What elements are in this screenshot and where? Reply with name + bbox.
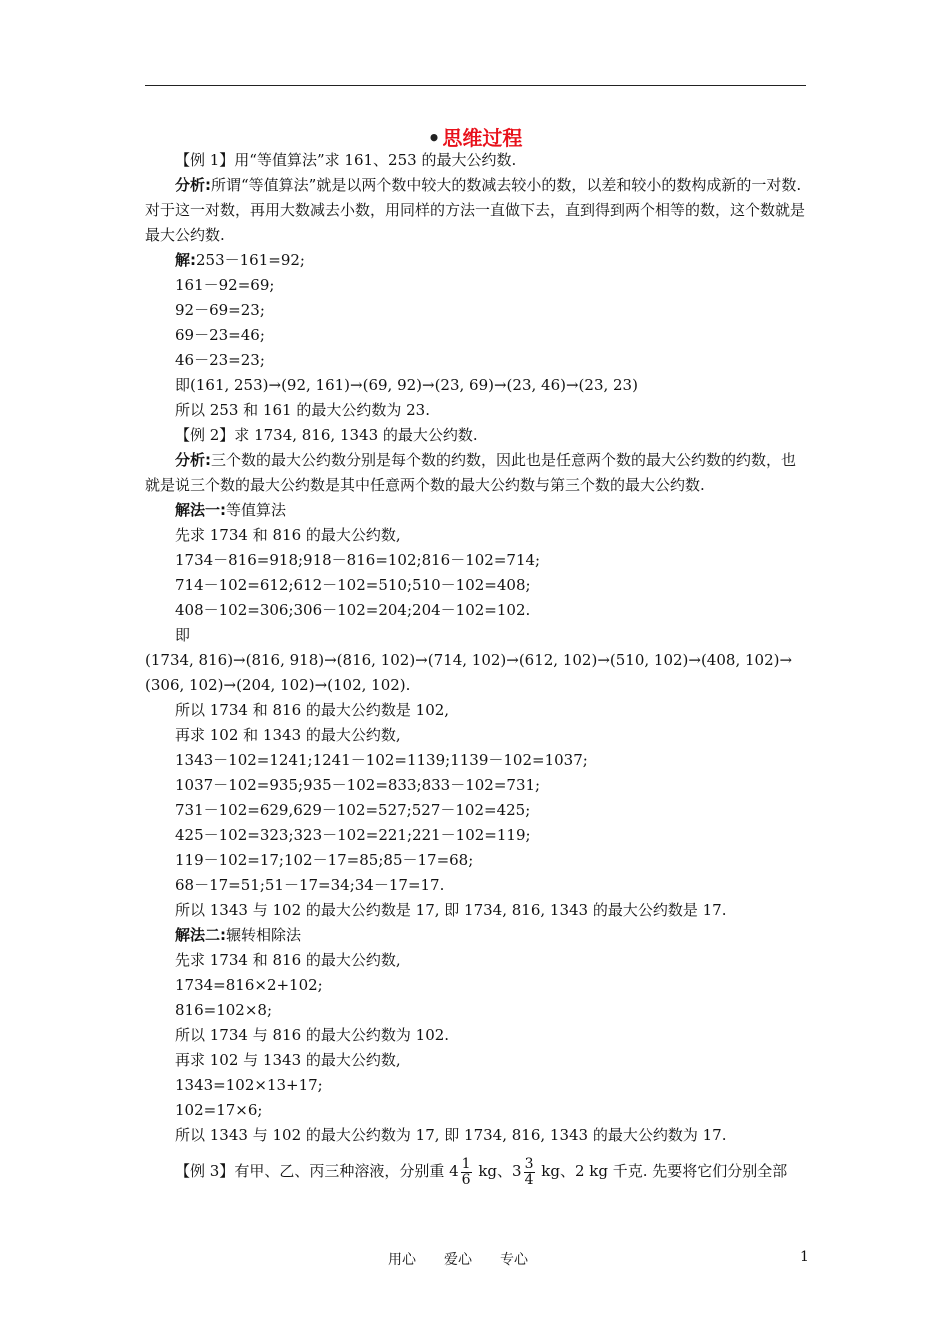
method-1-line: 68－17=51;51－17=34;34－17=17. xyxy=(175,876,445,894)
example-3-label: 【例 3】 xyxy=(175,1162,235,1180)
footer-motto: 用心 爱心 专心 xyxy=(388,1252,528,1268)
method-1-line: 119－102=17;102－17=85;85－17=68; xyxy=(175,851,474,869)
analysis-text: 所谓“等值算法”就是以两个数中较大的数减去较小的数，以差和较小的数构成新的一对数.对于这一对数，再用大数减去小数，用同样的方法一直做下去，直到得到两个相等的数，这个数就是最大公约数. xyxy=(145,176,806,244)
method-2-line: 先求 1734 和 816 的最大公约数, xyxy=(175,951,401,969)
analysis-label: 分析: xyxy=(175,451,211,469)
example-1-conclusion: 所以 253 和 161 的最大公约数为 23. xyxy=(175,401,430,419)
example-1-solution-step: 46－23=23; xyxy=(175,351,265,369)
method-2-line: 1734=816×2+102; xyxy=(175,976,323,994)
page-number: 1 xyxy=(800,1249,809,1265)
method-1-line: 再求 102 和 1343 的最大公约数, xyxy=(175,726,401,744)
method-1-line: 1343－102=1241;1241－102=1139;1139－102=1037; xyxy=(175,751,588,769)
method-1-line: 425－102=323;323－102=221;221－102=119; xyxy=(175,826,531,844)
method-1-name: 等值算法 xyxy=(226,501,287,519)
method-2-heading xyxy=(145,923,807,948)
document-body xyxy=(145,148,807,1194)
example-1-solution-step: 161－92=69; xyxy=(175,276,275,294)
bullet-icon: • xyxy=(427,126,441,150)
method-1-line: 即 xyxy=(175,626,191,644)
method-1-line: 1734－816=918;918－816=102;816－102=714; xyxy=(175,551,541,569)
method-1-line: 731－102=629,629－102=527;527－102=425; xyxy=(175,801,531,819)
section-title-text: 思维过程 xyxy=(442,126,523,150)
method-1-conclusion: 所以 1343 与 102 的最大公约数是 17, 即 1734, 816, 1343 的最大公约数是 17. xyxy=(175,901,727,919)
method-1-line: 先求 1734 和 816 的最大公约数, xyxy=(175,526,401,544)
method-1-line: 所以 1734 和 816 的最大公约数是 102, xyxy=(175,701,450,719)
section-title xyxy=(0,122,950,151)
example-1-analysis xyxy=(145,173,807,248)
solution-label: 解: xyxy=(175,251,196,269)
method-2-line: 1343=102×13+17; xyxy=(175,1076,323,1094)
example-1-solution-step: 69－23=46; xyxy=(175,326,265,344)
method-2-label: 解法二: xyxy=(175,926,226,944)
example-1-heading: 【例 1】用“等值算法”求 161、253 的最大公约数. xyxy=(175,151,517,169)
example-1-chain: 即(161, 253)→(92, 161)→(69, 92)→(23, 69)→(23, 46)→(23, 23) xyxy=(175,376,638,394)
example-1-solution-step: 92－69=23; xyxy=(175,301,265,319)
fraction: $\frac{1}{6}$ xyxy=(461,1155,471,1188)
fraction: $\frac{3}{4}$ xyxy=(524,1155,534,1188)
example-2-heading: 【例 2】求 1734, 816, 1343 的最大公约数. xyxy=(175,426,478,444)
method-1-line: 714－102=612;612－102=510;510－102=408; xyxy=(175,576,531,594)
method-1-label: 解法一: xyxy=(175,501,226,519)
method-1-chain: (1734, 816)→(816, 918)→(816, 102)→(714, 102)→(612, 102)→(510, 102)→(408, 102)→(306, 102)→(204, 102)→(102, 102). xyxy=(145,651,793,694)
header-rule xyxy=(145,85,806,86)
method-2-name: 辗转相除法 xyxy=(226,926,302,944)
analysis-text: 三个数的最大公约数分别是每个数的约数，因此也是任意两个数的最大公约数的约数，也就是说三个数的最大公约数是其中任意两个数的最大公约数与第三个数的最大公约数. xyxy=(145,451,797,494)
method-2-line: 再求 102 与 1343 的最大公约数, xyxy=(175,1051,401,1069)
example-2-analysis xyxy=(145,448,807,498)
method-2-line: 816=102×8; xyxy=(175,1001,272,1019)
example-1-solution-step: 解:253－161=92; xyxy=(175,251,305,269)
method-2-line: 所以 1734 与 816 的最大公约数为 102. xyxy=(175,1026,450,1044)
method-1-line: 1037－102=935;935－102=833;833－102=731; xyxy=(175,776,541,794)
analysis-label: 分析: xyxy=(175,176,211,194)
method-2-line: 102=17×6; xyxy=(175,1101,263,1119)
method-1-heading xyxy=(145,498,807,523)
method-2-conclusion: 所以 1343 与 102 的最大公约数为 17, 即 1734, 816, 1343 的最大公约数为 17. xyxy=(175,1126,727,1144)
method-1-line: 408－102=306;306－102=204;204－102=102. xyxy=(175,601,531,619)
example-3-heading: 【例 3】有甲、乙、丙三种溶液，分别重 4 $\frac{1}{6}$ kg、3 $\frac{3}{4}$ kg、2 kg 千克. 先要将它们分别全部 xyxy=(175,1155,788,1188)
